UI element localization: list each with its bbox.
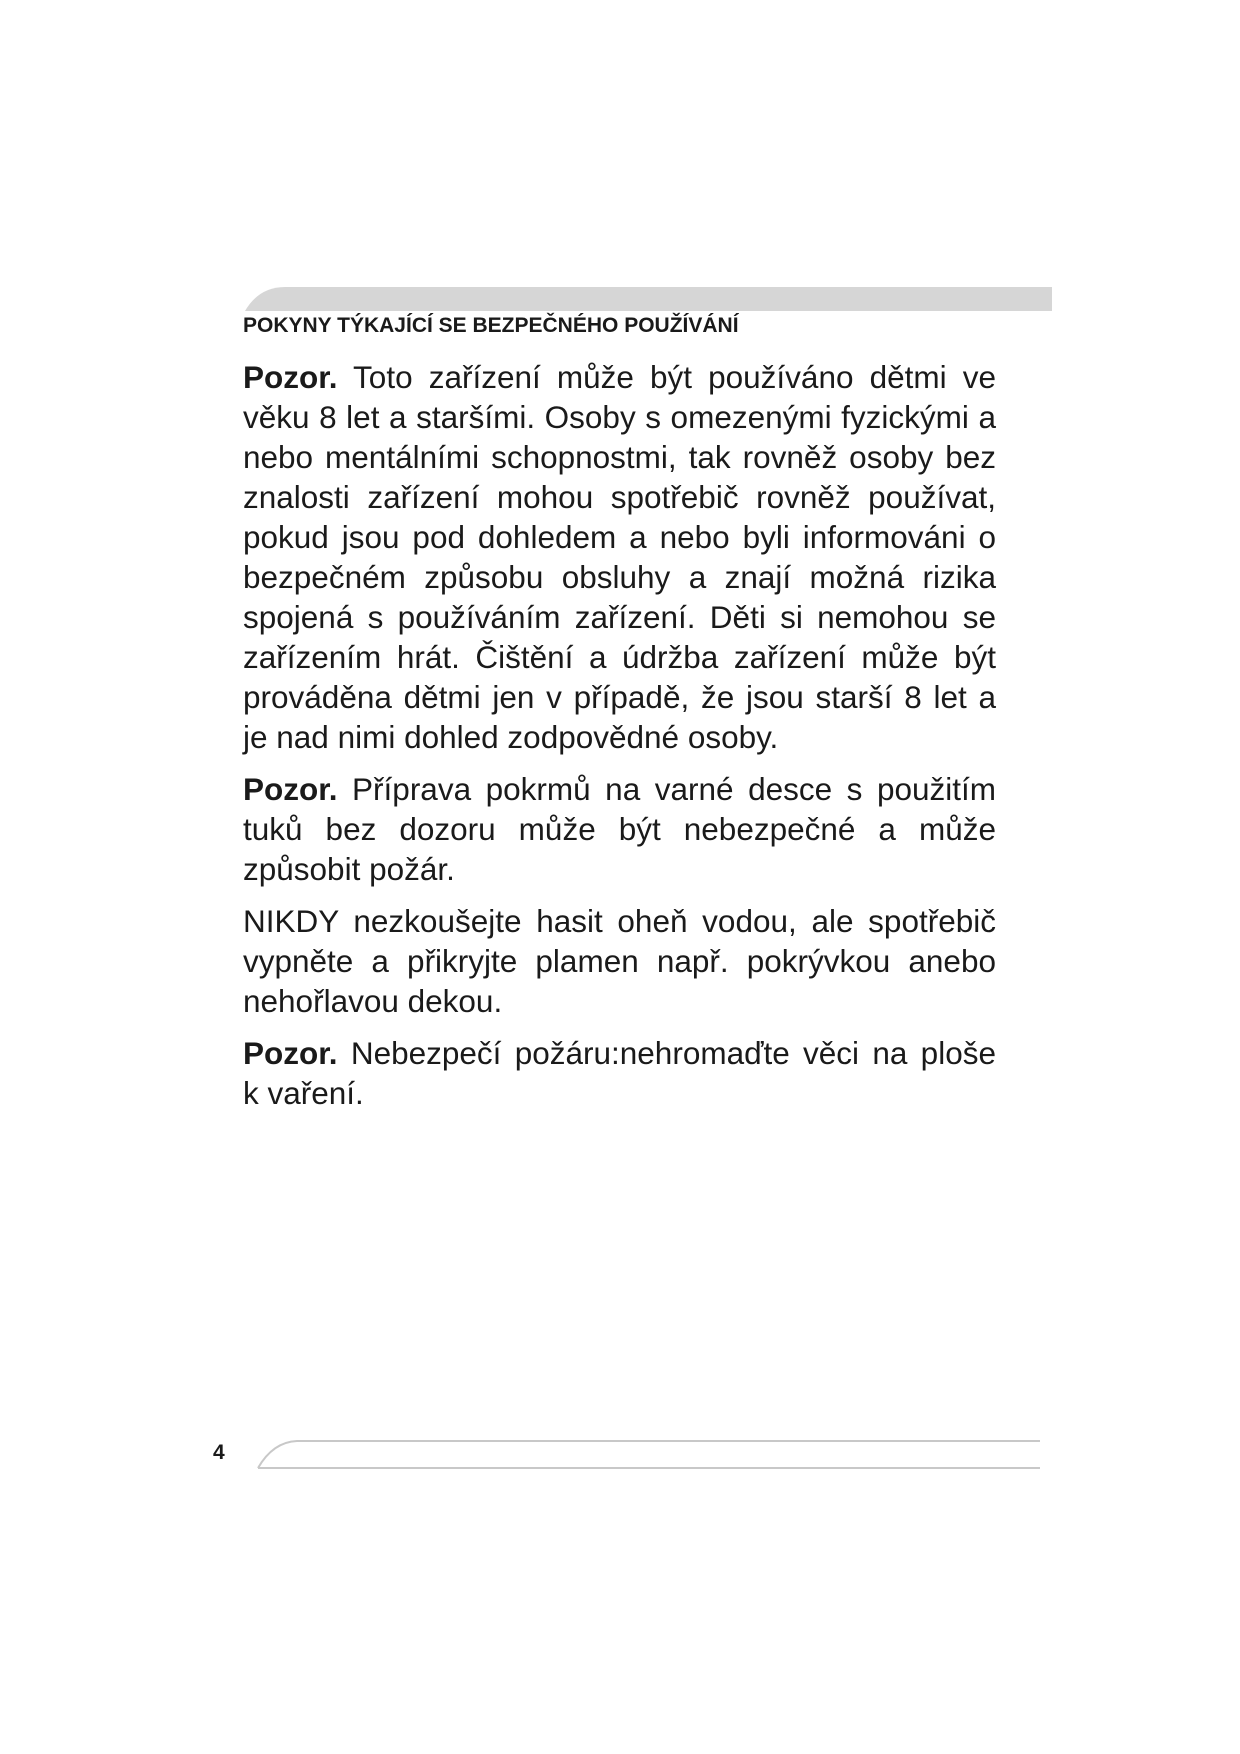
- page-number: 4: [213, 1441, 225, 1464]
- paragraph-2: [243, 769, 996, 889]
- paragraph-4: [243, 1033, 996, 1113]
- paragraph-2-text: Příprava pokrmů na varné desce s použitím tuků bez dozoru může být nebezpečné a může způsobit požár.: [243, 771, 996, 887]
- section-title: POKYNY TÝKAJÍCÍ SE BEZPEČNÉHO POUŽÍVÁNÍ: [243, 314, 739, 337]
- body-content: [243, 357, 996, 1125]
- paragraph-3-text: NIKDY nezkoušejte hasit oheň vodou, ale spotřebič vypněte a přikryjte plamen např. pokrývkou anebo nehořlavou dekou.: [243, 903, 996, 1019]
- paragraph-3: [243, 901, 996, 1021]
- paragraph-1-label: Pozor.: [243, 359, 338, 395]
- header-band: [245, 287, 1052, 311]
- paragraph-4-label: Pozor.: [243, 1035, 338, 1071]
- paragraph-2-label: Pozor.: [243, 771, 338, 807]
- footer-line: [257, 1434, 1040, 1470]
- paragraph-4-text: Nebezpečí požáru:nehromaďte věci na ploše k vaření.: [243, 1035, 996, 1111]
- paragraph-1-text: Toto zařízení může být používáno dětmi ve věku 8 let a staršími. Osoby s omezenými fyzickými a nebo mentálními schopnostmi, tak rovněž osoby bez znalosti zařízení mohou spotřebič rovněž používat, pokud jsou pod dohledem a nebo byli informováni o bezpečném způsobu obsluhy a znají možná rizika spojená s používáním zařízení. Děti si nemohou se zařízením hrát. Čištění a údržba zařízení může být prováděna dětmi jen v případě, že jsou starší 8 let a je nad nimi dohled zodpovědné osoby.: [243, 359, 996, 755]
- paragraph-1: [243, 357, 996, 757]
